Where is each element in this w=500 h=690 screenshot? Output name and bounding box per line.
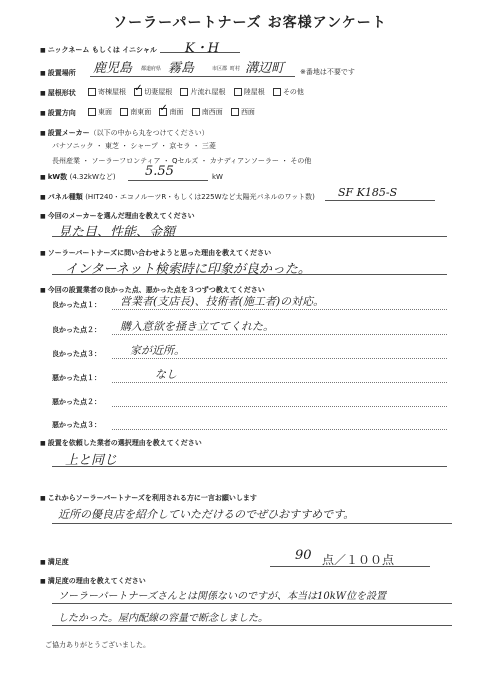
maker-label: ■ 設置メーカー（以下の中から丸をつけてください） — [40, 128, 209, 138]
direction-label: ■ 設置方向 — [40, 108, 76, 118]
kw-label: ■ kW数 (4.32kWなど) — [40, 172, 116, 182]
nickname-label: ■ ニックネーム もしくは イニシャル — [40, 45, 157, 55]
good-point-2-line — [112, 334, 447, 335]
good-point-3-line — [112, 358, 447, 359]
roof-option[interactable]: ✓ 切妻屋根 — [134, 87, 172, 97]
satisfaction-reason-underline-2 — [52, 625, 452, 626]
bad-point-1-line — [112, 382, 447, 383]
reason-installer-value[interactable]: 上と同じ — [65, 453, 118, 468]
good-point-2-value[interactable]: 購入意欲を掻き立ててくれた。 — [120, 320, 274, 333]
reason-contact-underline — [52, 274, 447, 275]
bad-point-3-line — [112, 429, 447, 430]
good-point-1-line — [112, 309, 447, 310]
survey-title: ソーラーパートナーズ お客様アンケート — [113, 15, 387, 31]
kw-unit: kW — [212, 173, 223, 181]
good-point-3-label: 良かった点３： — [52, 350, 101, 358]
roof-option[interactable]: 寄棟屋根 — [88, 87, 126, 97]
location-prefecture[interactable]: 鹿児島 — [93, 61, 133, 76]
reason-maker-value[interactable]: 見た目、性能、金額 — [58, 225, 176, 240]
message-underline — [52, 523, 452, 524]
message-value[interactable]: 近所の優良店を紹介していただけるのでぜひおすすめです。 — [58, 508, 355, 521]
roof-label: ■ 屋根形状 — [40, 88, 76, 98]
kw-value[interactable]: 5.55 — [145, 164, 174, 179]
footer-thanks: ご協力ありがとうございました。 — [45, 641, 150, 649]
panel-underline — [325, 200, 435, 201]
roof-option[interactable]: その他 — [273, 87, 304, 97]
location-underline — [90, 76, 295, 77]
maker-options-row1[interactable]: パナソニック ・ 東芝 ・ シャープ ・ 京セラ ・ 三菱 — [52, 142, 216, 150]
satisfaction-reason-line-1[interactable]: ソーラーパートナーズさんとは関係ないのですが、本当は10kW位を設置 — [58, 591, 387, 602]
bad-point-1-label: 悪かった点１： — [52, 374, 101, 382]
satisfaction-reason-line-2[interactable]: したかった。屋内配線の容量で断念しました。 — [58, 613, 268, 624]
checkbox-icon — [234, 88, 242, 96]
satisfaction-reason-label: ■ 満足度の理由を教えてください — [40, 576, 146, 586]
direction-option[interactable]: 南西面 — [192, 107, 223, 117]
panel-label: ■ パネル種類 (HIT240・エコノルーツR・もしくは225Wなど太陽光パネルのワット数) — [40, 192, 315, 202]
direction-option[interactable]: ✓ 南面 — [159, 107, 183, 117]
bad-point-2-line — [112, 406, 447, 407]
location-city[interactable]: 霧島 — [168, 61, 195, 76]
checkbox-icon — [88, 88, 96, 96]
location-city-unit: 市区郡 — [212, 66, 228, 72]
satisfaction-value[interactable]: 90 — [295, 548, 312, 563]
message-label: ■ これからソーラーパートナーズを利用される方に一言お願いします — [40, 493, 257, 503]
bad-point-3-label: 悪かった点３： — [52, 421, 101, 429]
direction-options — [88, 107, 261, 118]
nickname-value[interactable]: K・H — [185, 41, 220, 56]
location-note: ※番地は不要です — [300, 68, 355, 76]
kw-underline — [128, 180, 208, 181]
maker-options-row2[interactable]: 長州産業 ・ ソーラーフロンティア ・ Qセルズ ・ カナディアンソーラー ・ その他 — [52, 157, 312, 165]
roof-options — [88, 87, 310, 98]
installer-label: ■ 今回の設置業者の良かった点、悪かった点を３つずつ教えてください — [40, 285, 265, 295]
checkbox-icon — [231, 108, 239, 116]
checkbox-icon — [273, 88, 281, 96]
reason-installer-underline — [52, 466, 447, 467]
checkbox-icon — [88, 108, 96, 116]
reason-installer-label: ■ 設置を依頼した業者の選択理由を教えてください — [40, 438, 202, 448]
checkbox-icon — [180, 88, 188, 96]
good-point-1-label: 良かった点１： — [52, 301, 101, 309]
location-pref-unit: 都道府県 — [141, 66, 162, 72]
checkbox-checked-icon — [134, 88, 142, 96]
reason-contact-value[interactable]: インターネット検索時に印象が良かった。 — [65, 262, 311, 277]
reason-maker-label: ■ 今回のメーカーを選んだ理由を教えてください — [40, 211, 195, 221]
location-town[interactable]: 溝辺町 — [245, 61, 285, 76]
roof-option[interactable]: 片流れ屋根 — [180, 87, 225, 97]
direction-option[interactable]: 南東面 — [120, 107, 151, 117]
reason-contact-label: ■ ソーラーパートナーズに問い合わせようと思った理由を教えてください — [40, 248, 271, 258]
satisfaction-label: ■ 満足度 — [40, 557, 69, 567]
satisfaction-unit: 点／１００点 — [322, 553, 395, 567]
direction-option[interactable]: 西面 — [231, 107, 255, 117]
good-point-2-label: 良かった点２： — [52, 326, 101, 334]
satisfaction-underline — [270, 566, 430, 567]
reason-maker-underline — [52, 236, 447, 237]
satisfaction-reason-underline-1 — [52, 603, 452, 604]
good-point-3-value[interactable]: 家が近所。 — [130, 344, 185, 357]
bad-point-1-value[interactable]: なし — [155, 368, 177, 381]
panel-value[interactable]: SF K185-S — [338, 186, 398, 199]
nickname-underline — [160, 52, 240, 53]
checkbox-icon — [120, 108, 128, 116]
checkbox-icon — [192, 108, 200, 116]
roof-option[interactable]: 陸屋根 — [234, 87, 265, 97]
checkbox-checked-icon — [159, 108, 167, 116]
location-label: ■ 設置場所 — [40, 68, 76, 78]
bad-point-2-label: 悪かった点２： — [52, 398, 101, 406]
direction-option[interactable]: 東面 — [88, 107, 112, 117]
location-town-unit: 町村 — [230, 66, 241, 72]
good-point-1-value[interactable]: 営業者(支店長)、技術者(施工者)の対応。 — [120, 295, 325, 308]
